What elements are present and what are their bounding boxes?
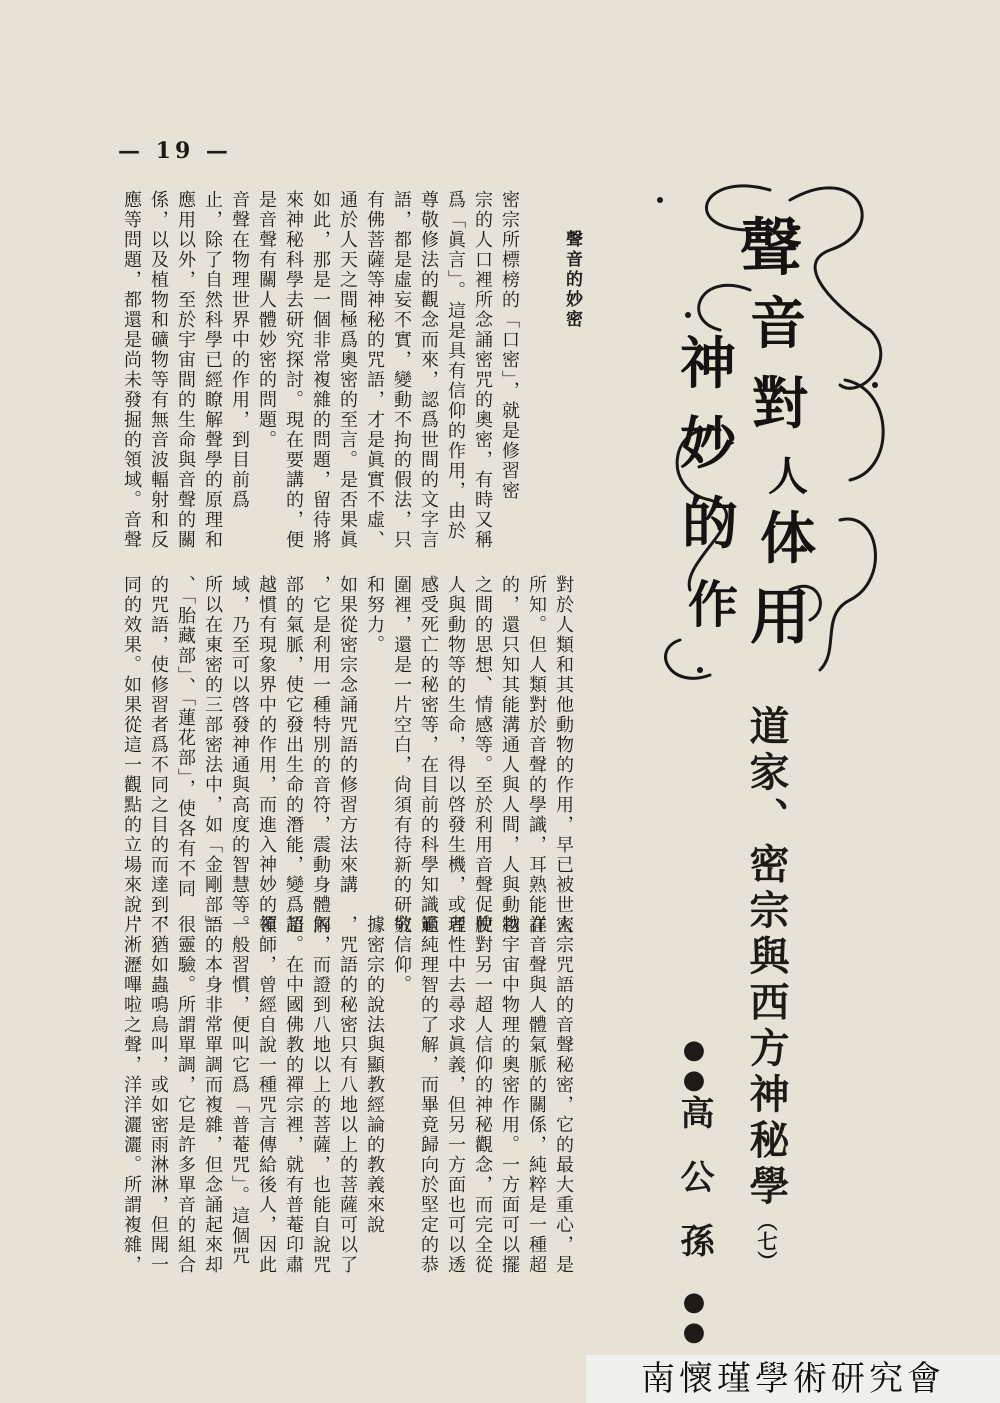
paragraph-line: 很靈驗。所謂單調，它是許多單音的組合: [175, 915, 196, 1275]
author-dots-right: ●●: [679, 1287, 709, 1347]
title-char-3: 對: [752, 372, 808, 437]
title-char-8: 的: [682, 492, 738, 557]
paragraph-line: 宗的人口裡所念誦密咒的奧密，有時又稱: [472, 190, 493, 550]
paragraph-line: 在音聲與人體氣脈的關係，純粹是一種超: [526, 915, 547, 1275]
paragraph-line: 語。在中國佛教的禪宗裡，就有普菴印肅: [283, 915, 304, 1275]
paragraph-line: 如此，那是一個非常複雜的問題，留待將: [310, 190, 331, 550]
paragraph-line: 對於人類和其他動物的作用，早已被世人: [553, 575, 574, 935]
paragraph-line: ，咒語的秘密只有八地以上的菩薩可以了: [337, 915, 358, 1275]
text-block-middle: [118, 575, 577, 935]
paragraph-line: 理性中去尋求眞義，但另一方面也可以透: [445, 915, 466, 1275]
paragraph-line: 敬信仰。: [391, 915, 412, 995]
paragraph-line: 密宗所標榜的「口密」，就是修習密: [499, 190, 520, 501]
author-line: [670, 1035, 719, 1347]
paragraph-line: 是音聲有關人體妙密的問題。: [256, 190, 277, 450]
subtitle: [738, 705, 795, 1271]
section-heading: 聲音的妙密: [562, 230, 582, 330]
paragraph-line: 語的本身非常單調而複雜，但念誦起來却: [202, 915, 223, 1275]
paragraph-line: 感受死亡的秘密等，在目前的科學知識範: [418, 575, 439, 935]
paragraph-line: 、「胎藏部」、「蓮花部」，使各有不同: [175, 575, 196, 899]
title-char-6: 神: [680, 332, 736, 397]
paragraph-line: 來神秘科學去研究探討。現在要講的，便: [283, 190, 304, 550]
paragraph-line: 有佛菩薩等神秘的咒語，才是眞實不虛、: [364, 190, 385, 550]
paragraph-line: 據密宗的說法與顯教經論的教義來說: [364, 915, 385, 1235]
paragraph-line: 一般習慣，便叫它爲「普菴咒」。這個咒: [229, 915, 250, 1266]
paragraph-line: 應等問題，都還是尚未發掘的領域。音聲: [121, 190, 142, 550]
paragraph-line: 的，還只知其能溝通人與人間，人與動物: [499, 575, 520, 935]
title-char-9: 作: [688, 576, 738, 634]
title-char-10: 用: [750, 583, 810, 653]
paragraph-line: 通於人天之間極爲奧密的至言。是否果眞: [337, 190, 358, 550]
paragraph-line: ，它是利用一種特別的音符，震動身體內: [310, 575, 331, 935]
subtitle-main: 道家、密宗與西方神秘學: [743, 705, 789, 1211]
paragraph-line: 越慣有現象界中的作用，而進入神妙的領: [256, 575, 277, 935]
page-number: — 19 —: [118, 138, 232, 164]
paragraph-line: 音聲在物理世界中的作用，到目前爲: [229, 190, 250, 510]
watermark-banner: 南懷瑾學術研究會: [586, 1355, 1000, 1403]
paragraph-line: 同的效果。如果從這一觀點的立場來說，: [121, 575, 142, 935]
paragraph-line: 禪師，曾經自說一種咒言傳給後人，因此: [256, 915, 277, 1275]
paragraph-line: 係，以及植物和礦物等有無音波輻射和反: [148, 190, 169, 550]
paragraph-line: 的咒語，使修習者爲不同之目的而達到不: [148, 575, 169, 935]
title-char-5: 体: [760, 507, 816, 572]
title-char-2: 音: [750, 292, 806, 357]
paragraph-line: ，猶如蟲鳴鳥叫，或如密雨淋淋，但聞一: [148, 915, 169, 1275]
paragraph-line: 應用以外，至於宇宙間的生命與音聲的關: [175, 190, 196, 550]
paragraph-line: 過純理智的了解，而畢竟歸向於堅定的恭: [418, 915, 439, 1275]
title-char-1: 聲: [740, 211, 803, 284]
paragraph-line: 圍裡，還是一片空白，尙須有待新的研究: [391, 575, 412, 935]
title-char-4: 人: [768, 454, 808, 500]
author-name: 高公孫: [674, 1095, 714, 1287]
paragraph-line: 所以在東密的三部密法中，如「金剛部」: [202, 575, 223, 935]
paragraph-line: 越宇宙中物理的奧密作用。一方面可以擺: [499, 915, 520, 1275]
paragraph-line: 止，除了自然科學已經瞭解聲學的原理和: [202, 190, 223, 550]
paragraph-line: 和努力。: [364, 575, 385, 655]
text-block-bottom: [118, 915, 577, 1280]
paragraph-line: 尊敬修法的觀念而來，認爲世間的文字言: [418, 190, 439, 550]
paragraph-line: 解，而證到八地以上的菩薩，也能自說咒: [310, 915, 331, 1275]
paragraph-line: 爲「眞言」。這是具有信仰的作用，由於: [445, 190, 466, 541]
paragraph-line: 密宗咒語的音聲秘密，它的最大重心，是: [553, 915, 574, 1275]
title-calligraphy: [640, 170, 900, 690]
paragraph-line: 語，都是虛妄不實，變動不拘的假法，只: [391, 190, 412, 550]
paragraph-line: 之間的思想、情感等。至於利用音聲促使: [472, 575, 493, 935]
paragraph-line: 域，乃至可以啓發神通與高度的智慧等。: [229, 575, 250, 935]
paragraph-line: 如果從密宗念誦咒語的修習方法來講: [337, 575, 358, 895]
subtitle-part: （七）: [754, 1211, 778, 1271]
paragraph-line: 人與動物等的生命，得以啓發生機，或者: [445, 575, 466, 935]
text-block-left: [118, 190, 523, 550]
title-char-7: 妙: [680, 412, 736, 477]
author-dots-left: ●●: [679, 1035, 709, 1095]
paragraph-line: 片淅瀝嗶啦之聲，洋洋灑灑。所謂複雜，: [121, 915, 142, 1275]
paragraph-line: 脫對另一超人信仰的神秘觀念，而完全從: [472, 915, 493, 1275]
paragraph-line: 部的氣脈，使它發出生命的潛能，變爲超: [283, 575, 304, 935]
paragraph-line: 所知。但人類對於音聲的學識，耳熟能詳: [526, 575, 547, 935]
